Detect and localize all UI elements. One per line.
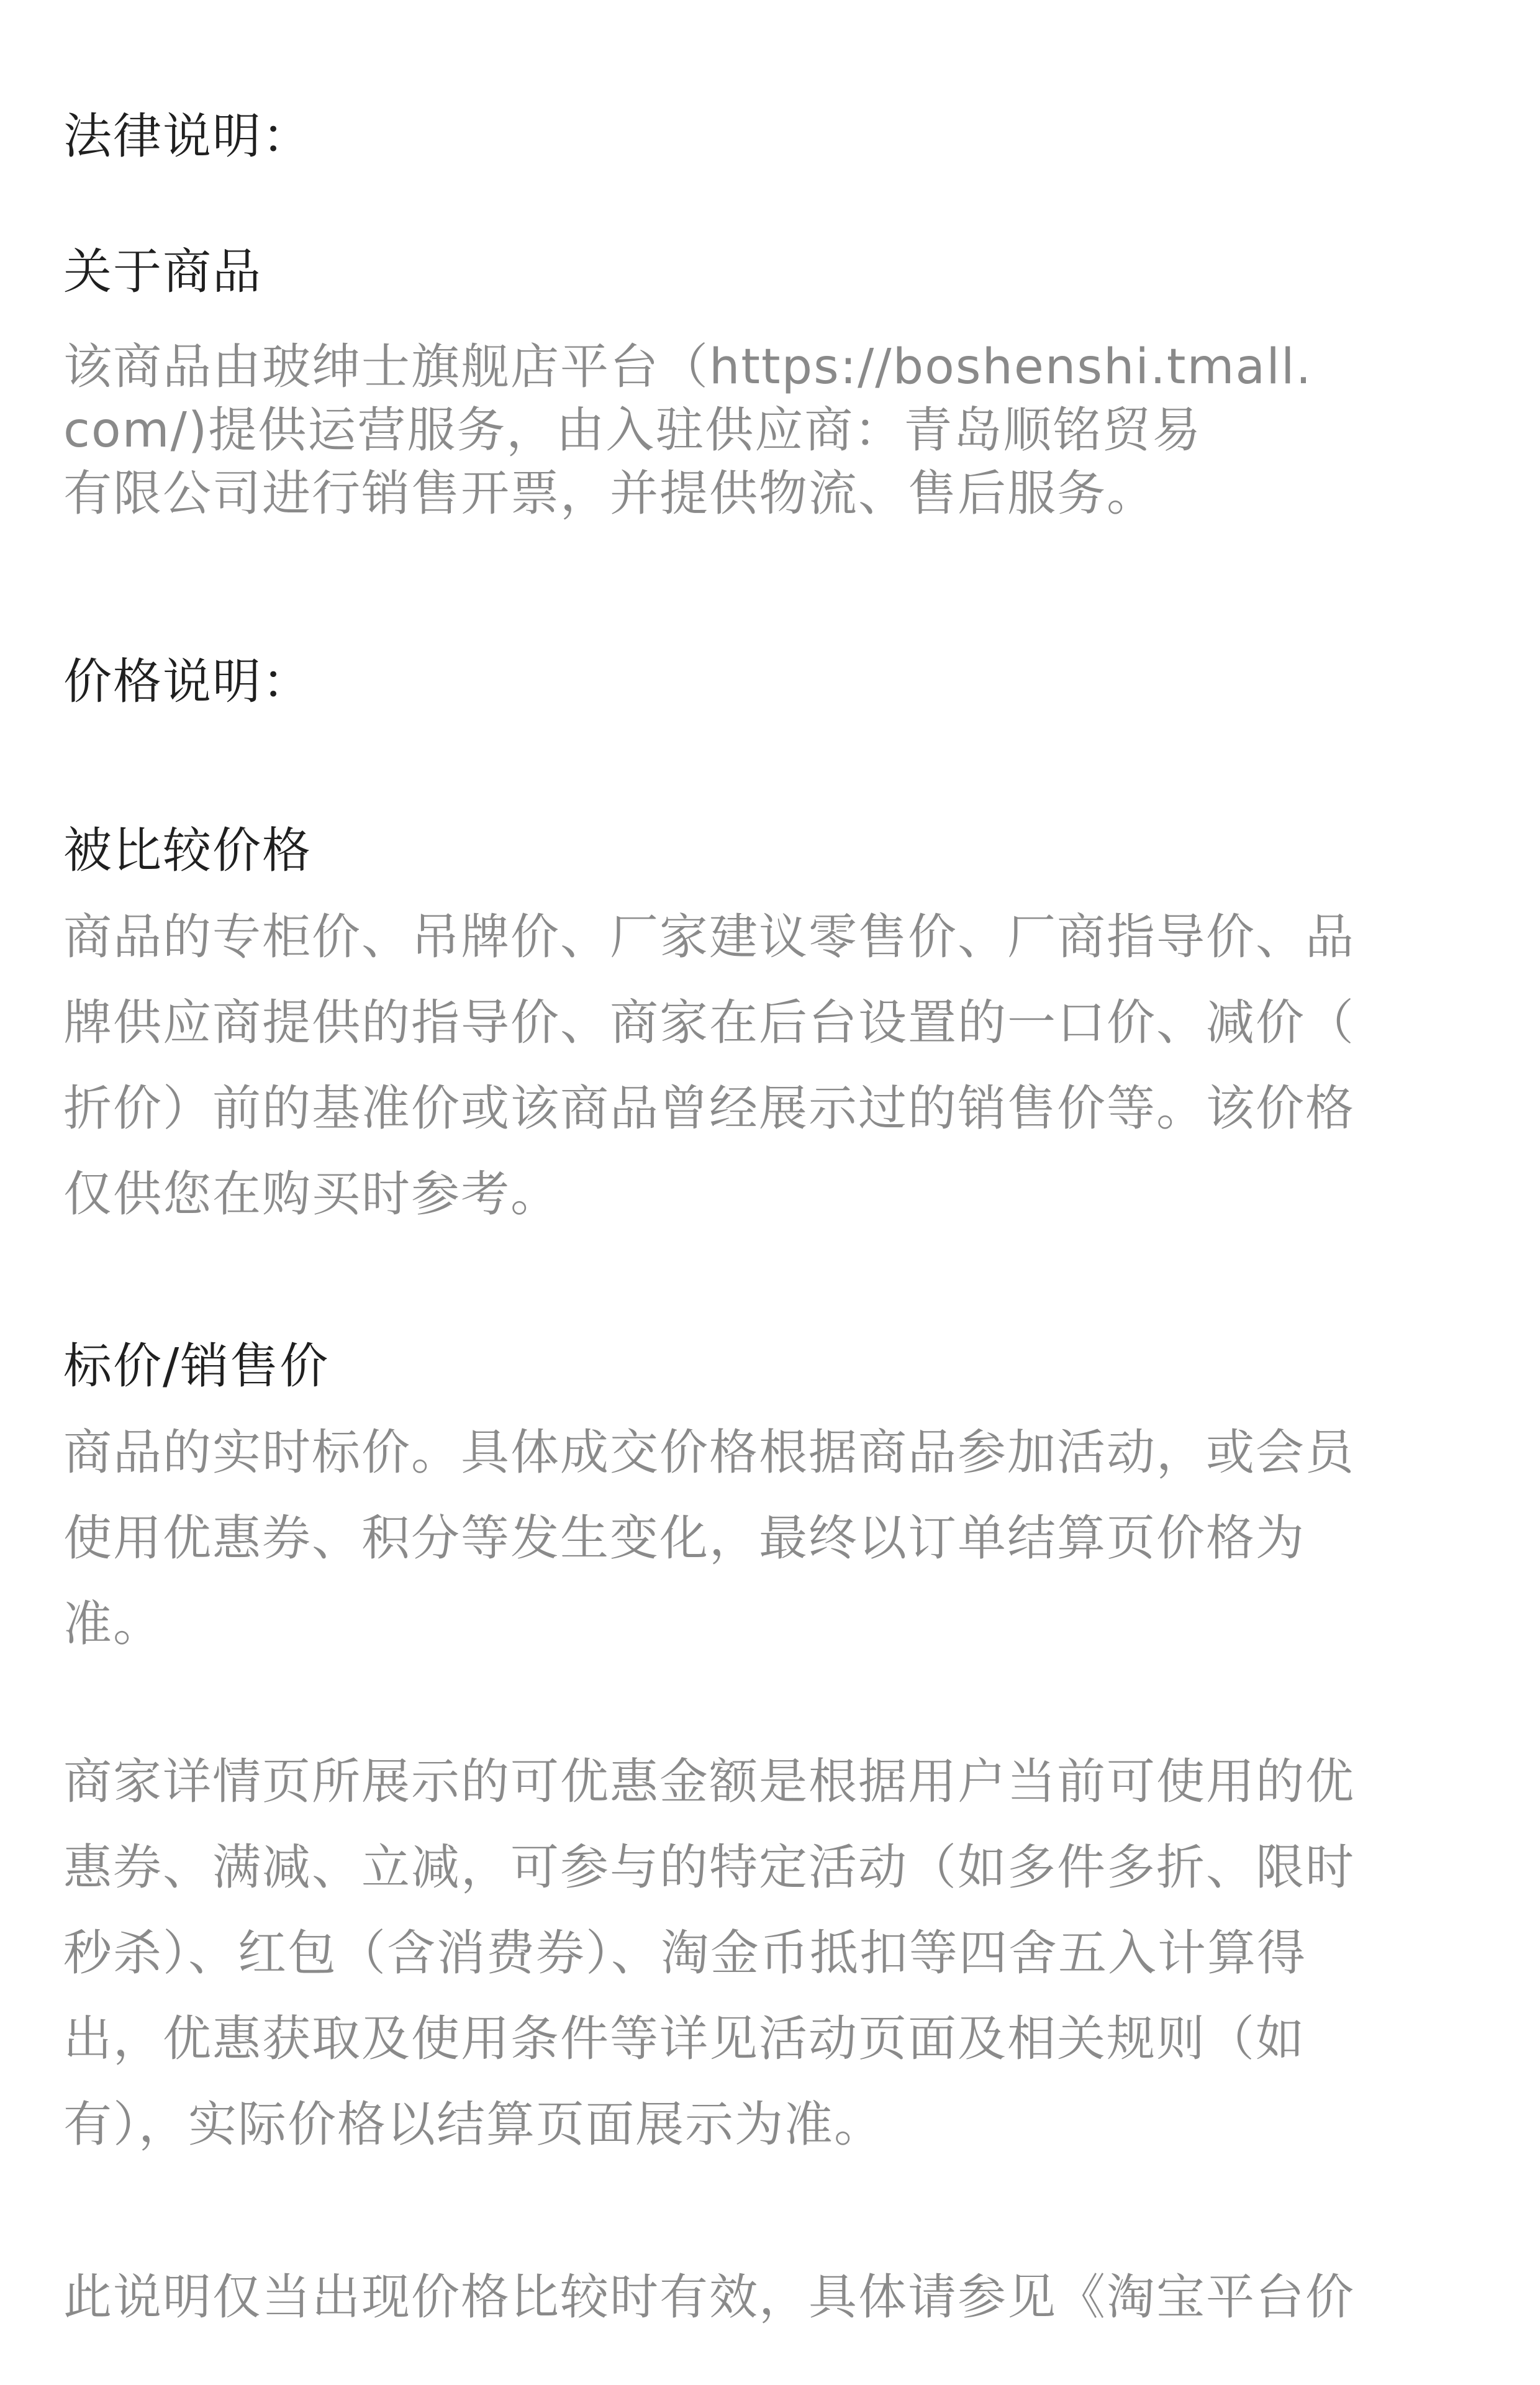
text-line: 使用优惠券、积分等发生变化，最终以订单结算页价格为	[63, 1510, 1306, 1566]
text-line: 牌供应商提供的指导价、商家在后台设置的一口价、减价（	[63, 995, 1356, 1051]
price-comparison-note	[63, 2255, 1492, 2340]
discount-description	[63, 1739, 1492, 2168]
list-price-heading: 标价/销售价	[63, 1338, 330, 1394]
text-line: 惠券、满减、立减，可参与的特定活动（如多件多折、限时	[63, 1840, 1356, 1896]
text-line: 有），实际价格以结算页面展示为准。	[63, 2097, 884, 2153]
text-line: 有限公司进行销售开票，并提供物流、售后服务。	[63, 466, 1157, 522]
text-line: 该商品由玻绅士旗舰店平台（https://boshenshi.tmall.	[63, 339, 1313, 395]
list-price-description	[63, 1410, 1492, 1667]
text-line: 仅供您在购买时参考。	[63, 1166, 561, 1222]
legal-title: 法律说明：	[63, 109, 312, 165]
text-line: 此说明仅当出现价格比较时有效，具体请参见《淘宝平台价	[63, 2269, 1356, 2325]
text-line: com/)提供运营服务，由入驻供应商：青岛顺铭贸易	[63, 402, 1202, 458]
text-line: 商家详情页所展示的可优惠金额是根据用户当前可使用的优	[63, 1754, 1356, 1810]
text-line: 商品的实时标价。具体成交价格根据商品参加活动，或会员	[63, 1425, 1356, 1481]
text-line: 商品的专柜价、吊牌价、厂家建议零售价、厂商指导价、品	[63, 909, 1356, 965]
product-heading: 关于商品	[63, 244, 263, 300]
text-line: 折价）前的基准价或该商品曾经展示过的销售价等。该价格	[63, 1081, 1356, 1137]
text-line: 准。	[63, 1596, 163, 1652]
compared-price-heading: 被比较价格	[63, 823, 312, 879]
price-title: 价格说明：	[63, 654, 312, 710]
text-line: 秒杀）、红包（含消费券）、淘金币抵扣等四舍五入计算得	[63, 1925, 1307, 1981]
product-description	[63, 335, 1492, 525]
compared-price-description	[63, 894, 1492, 1237]
text-line: 出，优惠获取及使用条件等详见活动页面及相关规则（如	[63, 2011, 1306, 2067]
